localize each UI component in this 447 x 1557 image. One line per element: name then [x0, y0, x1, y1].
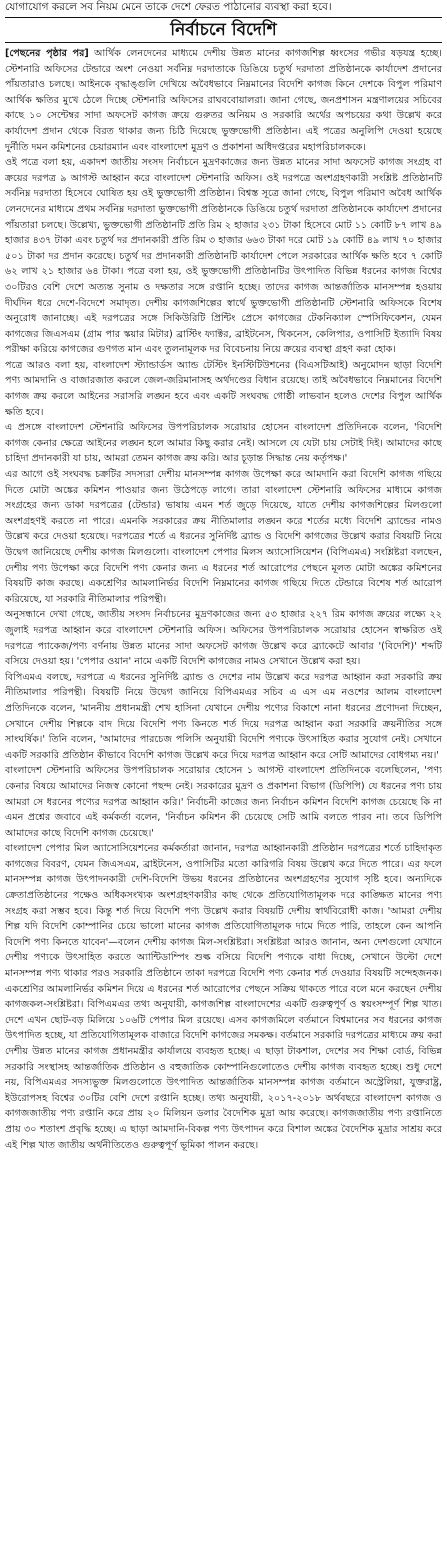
- paragraph-3: পত্রে আরও বলা হয়, বাংলাদেশ স্ট্যান্ডার্ডস অ্যান্ড টেস্টিং ইনস্টিটিউশনের (বিএসটিআই) অনুমোদন ছাড়া বিদেশি পণ্য আমদানি ও বাজারজাত করলে জেল-জরিমানাসহ অর্থদণ্ডের বিধান রয়েছে। তাই অবৈধভাবে নিম্নমানের বিদেশি কাগজ ক্রয় করলে আইনের সরাসরি লঙ্ঘন হবে এবং একটি সংঘবদ্ধ গোষ্ঠী লাভবান হলেও দেশের বিপুল আর্থিক ক্ষতি হবে।: [5, 359, 442, 418]
- paragraph-7: বিপিএমএ বলছে, দরপত্রে এ ধরনের সুনির্দিষ্ট ব্র্যান্ড ও দেশের নাম উল্লেখ করে দরপত্র আহ্বান করা সরকারি ক্রয় নীতিমালার পরিপন্থী। বিষয়টি নিয়ে উদ্বেগ জানিয়ে বিপিএমএর সচিব এ এস এম নওশের আলম বাংলাদেশ প্রতিদিনকে বলেন, 'মাননীয় প্রধানমন্ত্রী শেখ হাসিনা যেখানে দেশীয় পণ্যের বিকাশে নানা ধরনের প্রণোদনা দিচ্ছেন, সেখানে দেশীয় শিল্পকে বাদ দিয়ে বিদেশি পণ্য কিনতে শর্ত দিয়ে দরপত্র আহ্বান করা সরকারি ক্রয়নীতির সঙ্গে সাংঘর্ষিক।' তিনি বলেন, 'আমাদের পারচেজ পলিসি অনুযায়ী বিদেশি পণ্যকে উৎসাহিত করার সুযোগ নেই। সেখানে একটি সরকারি প্রতিষ্ঠান কীভাবে বিদেশি কাগজ উল্লেখ করে দিয়ে দরপত্র আহ্বান করে সেটি আমাদের বোধগম্য নয়।': [5, 671, 442, 761]
- previous-article-tail: যোগাযোগ করলে সব নিয়ম মেনে তাকে দেশে ফেরত পাঠানোর ব্যবস্থা করা হবে।: [5, 1, 332, 13]
- paragraph-4: এ প্রসঙ্গে বাংলাদেশ স্টেশনারি অফিসের উপপরিচালক সরোয়ার হোসেন বাংলাদেশ প্রতিদিনকে বলেন, 'বিদেশি কাগজ কেনার ক্ষেত্রে আইনের লঙ্ঘন হলে আমার কিছু করার নেই। আসলে যে যেটা চায় সেটাই দিই। আমাদের কাছে চাহিদা প্রদানকারী যা চায়, আমরা তেমন কাগজ ক্রয় করি। আর চূড়ান্ত সিদ্ধান্ত নেয় কর্তৃপক্ষ।': [5, 422, 442, 465]
- paragraph-5: এর আগে ওই সংঘবদ্ধ চক্রটির সদস্যরা দেশীয় মানসম্পন্ন কাগজ উপেক্ষা করে আমদানি করা বিদেশি কাগজ গছিয়ে দিতে মোটা অঙ্কের কমিশন পাওয়ার জন্য উঠেপড়ে লাগে। তারা বাংলাদেশ স্টেশনারি অফিসের মাধ্যমে কাগজ সংগ্রহের জন্য ডাকা দরপত্রের (টেন্ডার) ভাষায় এমন শর্ত জুড়ে দিয়েছে, যাতে দেশীয় কাগজশিল্পের মিলগুলো অংশগ্রহণই করতে না পারে। এমনকি সরকারের ক্রয় নীতিমালার লঙ্ঘন করে শর্তের মধ্যে বিদেশি ব্র্যান্ডের নামও উল্লেখ করে দেওয়া হয়েছে। দরপত্রের শর্তে এ ধরনের সুনির্দিষ্ট ব্র্যান্ড ও বিদেশি কাগজের উল্লেখ করার বিষয়টি নিয়ে উদ্বেগ জানিয়েছে দেশীয় কাগজ মিলগুলো। বাংলাদেশ পেপার মিলস অ্যাসোসিয়েশন (বিপিএমএ) সংশ্লিষ্টরা বলছেন, দেশীয় পণ্য উপেক্ষা করে বিদেশি পণ্য কেনার জন্য এ ধরনের শর্ত আরোপের পেছনে মূলত মোটা অঙ্কের কমিশনের বিষয়টি কাজ করছে। একশ্রেণির আমলানির্ভর বিদেশি নিম্নমানের কাগজ গছিয়ে দিতে টেন্ডারে বিশেষ শর্ত আরোপ করিয়েছে, যা সরকারি নীতিমালার পরিপন্থী।: [5, 469, 442, 605]
- paragraph-8: বাংলাদেশ স্টেশনারি অফিসের উপপরিচালক সরোয়ার হোসেন ১ আগস্ট বাংলাদেশ প্রতিদিনকে বলেছিলেন, 'পণ্য কেনার বিষয়ে আমাদের নিজস্ব কোনো পছন্দ নেই। সরকারের মুদ্রণ ও প্রকাশনা বিভাগ (ডিপিপি) যে ধরনের পণ্য চায় আমরা সে ধরনের পণ্যের দরপত্র আহ্বান করি।' নির্বাচনী কাজের জন্য নির্বাচন কমিশন বিদেশি কাগজ চেয়েছে কি না এমন প্রশ্নের জবাবে এই কর্মকর্তা বলেন, 'নির্বাচন কমিশন কী চেয়েছে সেটি আমি বলতে পারব না। তবে ডিপিপি আমাদের কাছে বিদেশি কাগজ চেয়েছে।': [5, 765, 442, 839]
- continued-label: [পেছনের পৃষ্ঠার পর]: [5, 48, 89, 59]
- paragraph-1: [5, 46, 442, 155]
- paragraph-9: বাংলাদেশ পেপার মিল অ্যাসোসিয়েশনের কর্মকর্তারা জানান, দরপত্র আহ্বানকারী প্রতিষ্ঠান দরপত্রের শর্তে চাহিদাকৃত কাগজের বিবরণ, যেমন জিএসএম, ব্রাইটনেস, ওপাসিটির মতো কারিগরি বিষয় উল্লেখ করে দিতে পারে। এর ফলে মানসম্পন্ন কাগজ উৎপাদনকারী দেশি-বিদেশি উভয় ধরনের প্রতিষ্ঠানের অংশগ্রহণের সুযোগ সৃষ্টি হবে। অন্যদিকে ক্রেতাপ্রতিষ্ঠানের পক্ষেও অধিকসংখ্যক অংশগ্রহণকারীর কাছ থেকে প্রতিযোগিতামূলক দরে কাঙ্ক্ষিত মানের পণ্য সংগ্রহ করা সম্ভব হবে। কিন্তু শর্ত দিয়ে বিদেশি পণ্য উল্লেখ করার বিষয়টি দেশীয় স্বার্থবিরোধী কাজ। 'আমরা দেশীয় শিল্প যদি বিদেশি কোম্পানির চেয়ে ভালো মানের কাগজ প্রতিযোগিতামূলক দামে দিতে পারি, তাহলে কেন আপনি বিদেশি পণ্য কিনতে যাবেন'—বলেন দেশীয় কাগজ মিল-সংশ্লিষ্টরা। সংশ্লিষ্টরা আরও জানান, অন্য দেশগুলো যেখানে দেশীয় পণ্যকে উৎসাহিত করতে অ্যান্টিডাম্পিং শুল্ক বসিয়ে বিদেশি পণ্যকে বাধা দিচ্ছে, সেখানে উল্টো দেশে মানসম্পন্ন পণ্য থাকার পরও সরকারি প্রতিষ্ঠানে তাকা দরপত্রে বিদেশি পণ্য কেনার শর্ত দেওয়ার বিষয়টি সন্দেহজনক। একশ্রেণির আমলানির্ভর কমিশন দিয়ে এ ধরনের শর্ত আরোপের পেছনে সক্রিয় থাকতে পারে বলে মনে করছেন দেশীয় কাগজকল-সংশ্লিষ্টরা। বিপিএমএর তথ্য অনুযায়ী, কাগজশিল্প বাংলাদেশের একটি গুরুত্বপূর্ণ ও স্বয়ংসম্পূর্ণ শিল্প খাত। দেশে এখন ছোট-বড় মিলিয়ে ১০৬টি পেপার মিল রয়েছে। এসব কাগজমিলে বর্তমানে বিশ্বমানের সব ধরনের কাগজ উৎপাদিত হচ্ছে, যা প্রতিযোগিতামূলক বাজারে বিদেশি কাগজের সমকক্ষ। বর্তমানে সরকারি দরপত্রের মাধ্যমে ক্রয় করা দেশীয় উন্নত মানের কাগজ প্রধানমন্ত্রীর কার্যালয়ে ব্যবহৃত হচ্ছে। এ ছাড়া টাকশাল, দেশের সব শিক্ষা বোর্ড, বিভিন্ন সরকারি সংস্থাসহ আন্তর্জাতিক প্রতিষ্ঠান ও বহুজাতিক কোম্পানিগুলোতেও দেশীয় কাগজ ব্যবহৃত হচ্ছে। শুধু দেশে নয়, বিপিএমএর সদস্যভুক্ত মিলগুলোতে উৎপাদিত আন্তর্জাতিক মানসম্পন্ন কাগজ বর্তমানে অস্ট্রেলিয়া, যুক্তরাষ্ট্র, ইউরোপসহ বিশ্বের ৩০টির বেশি দেশে রপ্তানি হচ্ছে। তথ্য অনুযায়ী, ২০১৭-২০১৮ অর্থবছরে বাংলাদেশ কাগজ ও কাগজজাতীয় পণ্য রপ্তানি করে প্রায় ২০ মিলিয়ন ডলার বৈদেশিক মুদ্রা আয় করেছে। কাগজজাতীয় পণ্য রপ্তানিতে প্রায় ৩০ শতাংশ প্রবৃদ্ধি হচ্ছে। এ ছাড়া আমদানি-বিকল্প পণ্য উৎপাদন করে বিশাল অঙ্কের বৈদেশিক মুদ্রার সাশ্রয় করে এই শিল্প খাত জাতীয় অর্থনীতিতেও গুরুত্বপূর্ণ ভূমিকা পালন করছে।: [5, 843, 442, 1151]
- article-headline: নির্বাচনে বিদেশি: [5, 17, 442, 43]
- paragraph-1-text: আর্থিক লেনদেনের মাধ্যমে দেশীয় উন্নত মানের কাগজশিল্প ধ্বংসের গভীর ষড়যন্ত্র হচ্ছে। স্টেশনারি অফিসের টেন্ডারে অংশ নেওয়া সর্বনিম্ন দরদাতাকে ডিঙিয়ে চতুর্থ দরদাতা প্রতিষ্ঠানকে কার্যাদেশ প্রদানের পাঁয়তারাও চলছে। আইনকে বৃদ্ধাঙ্গুলি দেখিয়ে অবৈধভাবে নিম্নমানের বিদেশি কাগজ কিনে দেশকে বিপুল পরিমাণ আর্থিক ক্ষতির মুখে ঠেলে দিচ্ছে স্টেশনারি অফিসের রাঘববোয়ালরা। জানা গেছে, জনপ্রশাসন মন্ত্রণালয়ের সচিবের কাছে ১০ সেন্টেম্বর সাদা অফসেট কাগজ ক্রয়ে গুরুতর অনিয়ম ও সরকারি অর্থের অপচয়ের কথা উল্লেখ করে কার্যাদেশ প্রদান থেকে বিরত থাকার জন্য চিঠি দিয়েছে ভুক্তভোগী প্রতিষ্ঠান। এই পত্রের অনুলিপি দেওয়া হয়েছে দুর্নীতি দমন কমিশনের চেয়ারম্যান এবং বাংলাদেশ মুদ্রণ ও প্রকাশনা অধিদপ্তরের মহাপরিচালককে।: [5, 48, 442, 153]
- paragraph-2: ওই পত্রে বলা হয়, একাদশ জাতীয় সংসদ নির্বাচনে মুদ্রণকাজের জন্য উন্নত মানের সাদা অফসেট কাগজ সংগ্রহ বা ক্রয়ের দরপত্র ৯ আগস্ট আহ্বান করে বাংলাদেশ স্টেশনারি অফিস। ওই দরপত্রে অংশগ্রহণকারী সংশ্লিষ্ট প্রতিষ্ঠানটি সর্বনিম্ন দরদাতা হিসেবে ঘোষিত হয় ওই ভুক্তভোগী প্রতিষ্ঠান। বিশ্বস্ত সূত্রে জানা গেছে, বিপুল পরিমাণ অবৈধ আর্থিক লেনদেনের মাধ্যমে প্রথম সর্বনিম্ন দরদাতা ভুক্তভোগী প্রতিষ্ঠানকে ডিঙিয়ে চতুর্থ দরদাতা প্রতিষ্ঠানকে কার্যাদেশ প্রদানের পাঁয়তারা চলছে। উল্লেখ্য, ভুক্তভোগী প্রতিষ্ঠানটি প্রতি রিম ২ হাজার ২৩১ টাকা হিসেবে মোট ১১ কোটি ৮৭ লাখ ৪৯ হাজার ৪৩৭ টাকা এবং চতুর্থ দর প্রদানকারী প্রতি রিম ৩ হাজার ৬৬৩ টাকা দরে মোট ১৯ কোটি ৪৯ লাখ ৭০ হাজার ৫০১ টাকা দর প্রদান করেছে। চতুর্থ দর প্রদানকারী প্রতিষ্ঠানটি কার্যাদেশ পেলে সরকারের আর্থিক ক্ষতি হবে ৭ কোটি ৬২ লাখ ২১ হাজার ৬৪ টাকা। পত্রে বলা হয়, ওই ভুক্তভোগী প্রতিষ্ঠানটির উৎপাদিত বিভিন্ন ধরনের কাগজ বিশ্বের ৩০টিরও বেশি দেশে অত্যন্ত সুনাম ও দক্ষতার সঙ্গে রপ্তানি হচ্ছে। তাদের কাগজ আন্তর্জাতিক মানসম্পন্ন হওয়ায় দীর্ঘদিন ধরে দেশে-বিদেশে সমাদৃত। দেশীয় কাগজশিল্পের স্বার্থে ভুক্তভোগী প্রতিষ্ঠানটি স্টেশনারি অফিসকে বিশেষ অনুরোধ জানাচ্ছে। এই দরপত্রের সঙ্গে সিকিউরিটি প্রিন্টিং প্রেসে কাগজের টেকনিক্যাল স্পেসিফিকেশন, যেমন কাগজের জিএসএম (গ্রাম পার স্কয়ার মিটার) ব্রাস্টিং ফ্যাক্টর, ব্রাইটনেস, থিকনেস, কেলিপার, ওপাসিটি ইত্যাদি বিষয় পরীক্ষা করিয়ে কাগজের গুণগত মান এবং তুলনামূলক দর বিবেচনায় নিয়ে ক্রয়ের ব্যবস্থা গ্রহণ করা হোক।: [5, 157, 442, 356]
- article-body: [5, 46, 442, 1551]
- paragraph-6: অনুসন্ধানে দেখা গেছে, জাতীয় সংসদ নির্বাচনের মুদ্রণকাজের জন্য ৫৩ হাজার ২২৭ রিম কাগজ ক্রয়ের লক্ষ্যে ২২ জুলাই দরপত্র আহ্বান করে বাংলাদেশ স্টেশনারি অফিস। অফিসের উপপরিচালক সরোয়ার হোসেন স্বাক্ষরিত ওই দরপত্রে প্যাকেজ/পণ্য বর্ণনায় উন্নত মানের সাদা অফসেট কাগজ উল্লেখ করে ব্র্যাকেটে আবার '(বিদেশি)' শব্দটি বসিয়ে দেওয়া হয়। 'পেপার ওয়ান' নামে একটি বিদেশি কাগজের নামও সেখানে উল্লেখ করা হয়।: [5, 609, 442, 668]
